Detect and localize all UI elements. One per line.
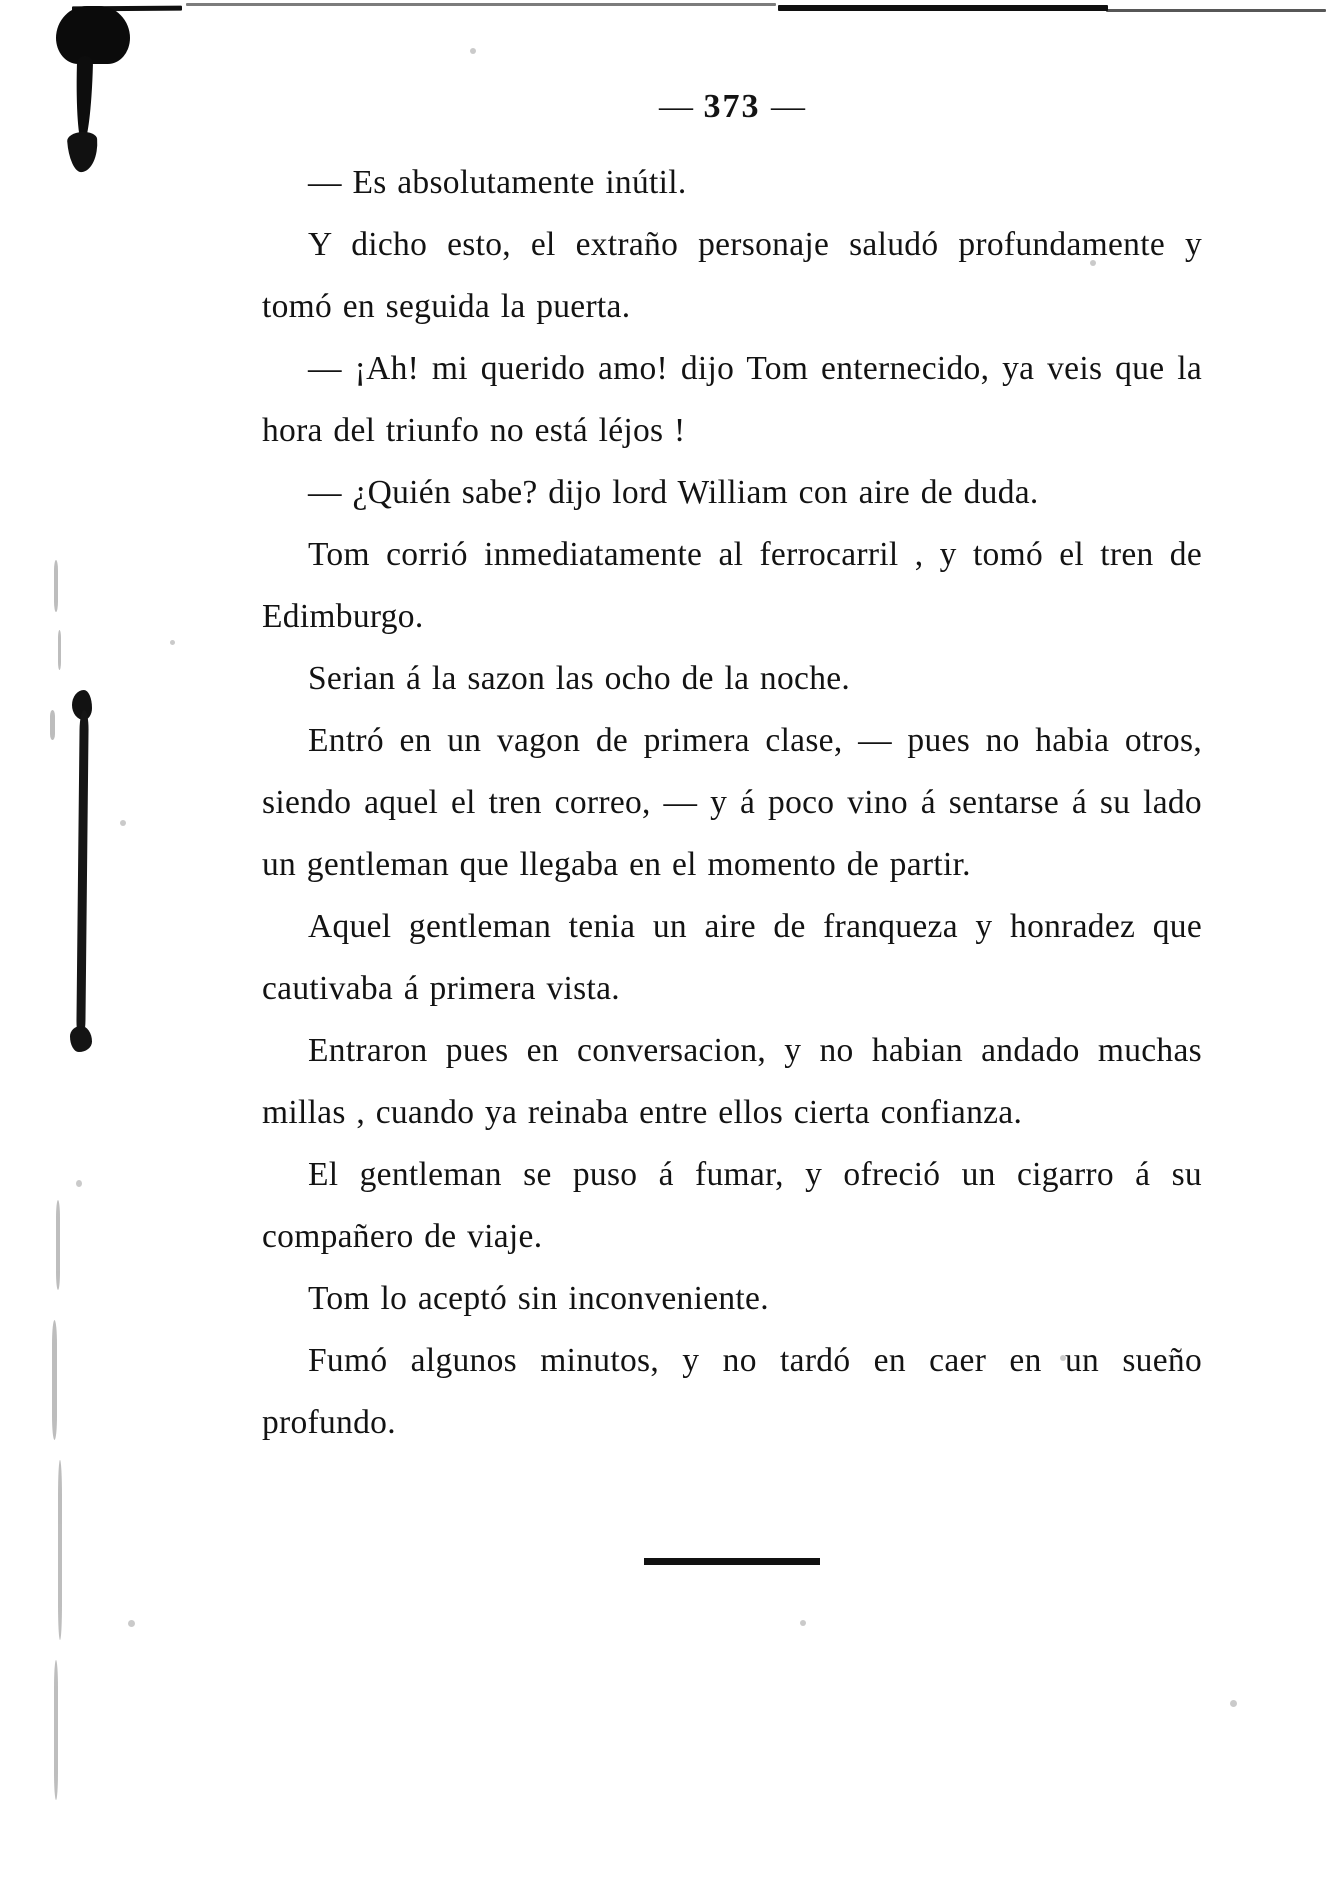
ink-blot-middle xyxy=(66,690,100,1090)
scan-speck xyxy=(76,1180,82,1187)
page-number: 373 xyxy=(703,88,761,125)
scan-edge-segment xyxy=(72,6,182,12)
ink-blot-stem xyxy=(75,56,93,144)
folio-dash-left: — xyxy=(659,88,693,125)
page-folio xyxy=(262,88,1202,126)
paragraph: Serian á la sazon las ocho de la noche. xyxy=(308,660,851,697)
ink-blot-tip xyxy=(67,131,100,173)
scan-faint-marks xyxy=(44,560,84,1820)
paragraph: — ¡Ah! mi querido amo! dijo Tom enternecido, ya veis que la hora del triunfo no está léjos ! xyxy=(262,350,1202,449)
paragraph: Tom corrió inmediatamente al ferrocarril , y tomó el tren de Edimburgo. xyxy=(262,536,1202,635)
ink-blot-top xyxy=(50,6,132,126)
ink-blot-knot xyxy=(72,690,92,720)
paragraph: Entró en un vagon de primera clase, — pues no habia otros, siendo aquel el tren correo, — y á poco vino á sentarse á su lado un gentleman que llegaba en el momento de partir. xyxy=(262,722,1202,883)
section-end-rule xyxy=(644,1558,820,1565)
scan-speck xyxy=(1230,1700,1237,1707)
paragraph: Y dicho esto, el extraño personaje saludó profundamente y tomó en seguida la puerta. xyxy=(262,226,1202,325)
paragraph: Tom lo aceptó sin inconveniente. xyxy=(308,1280,769,1317)
body-text xyxy=(262,152,1202,1454)
page-content xyxy=(262,0,1202,1886)
scan-speck xyxy=(128,1620,135,1627)
paragraph: Entraron pues en conversacion, y no habian andado muchas millas , cuando ya reinaba entre ellos cierta confianza. xyxy=(262,1032,1202,1131)
paragraph: Fumó algunos minutos, y no tardó en caer en un sueño profundo. xyxy=(262,1342,1202,1441)
paragraph: — ¿Quién sabe? dijo lord William con aire de duda. xyxy=(308,474,1039,511)
paragraph: — Es absolutamente inútil. xyxy=(308,164,687,201)
paragraph: Aquel gentleman tenia un aire de franqueza y honradez que cautivaba á primera vista. xyxy=(262,908,1202,1007)
paragraph: El gentleman se puso á fumar, y ofreció un cigarro á su compañero de viaje. xyxy=(262,1156,1202,1255)
ink-blot-bar xyxy=(76,710,88,1040)
ink-blot-knot xyxy=(70,1026,92,1052)
scan-speck xyxy=(170,640,175,645)
folio-dash-right: — xyxy=(771,88,805,125)
scan-speck xyxy=(120,820,126,826)
ink-blot-head xyxy=(56,6,130,64)
